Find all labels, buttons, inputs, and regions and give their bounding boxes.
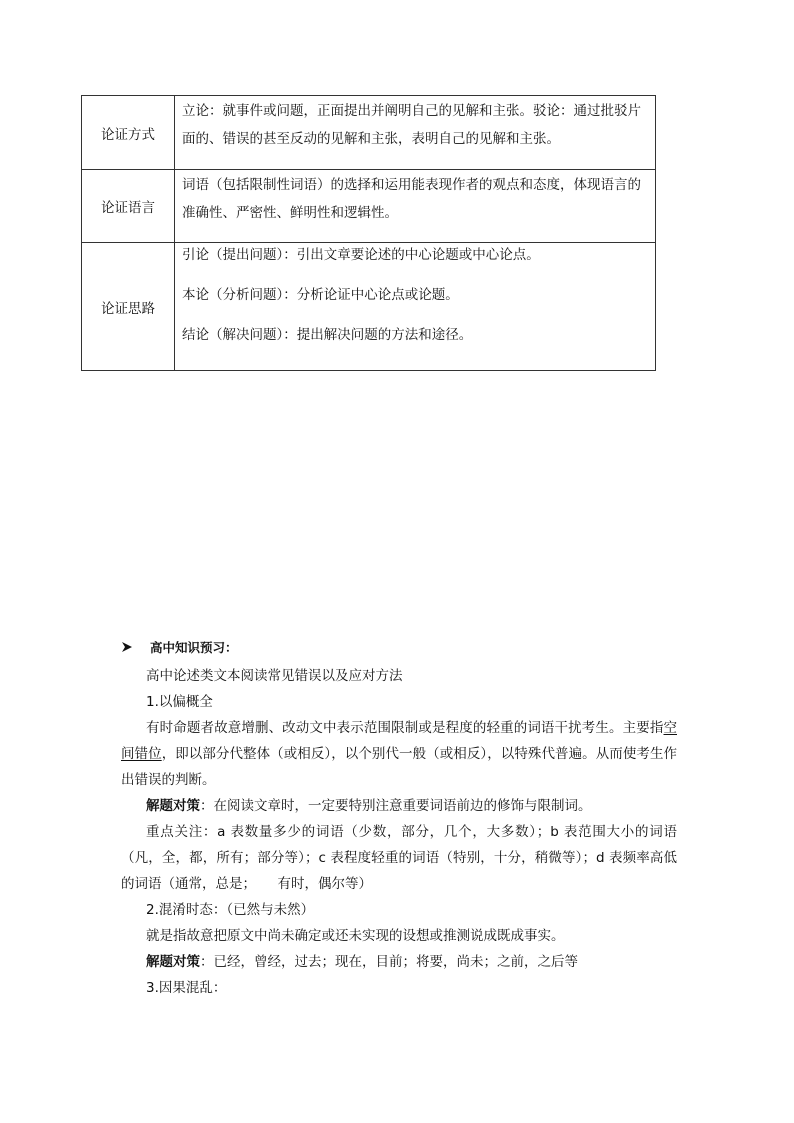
table-row — [82, 96, 656, 170]
item-title: 3.因果混乱： — [146, 980, 227, 996]
section-heading — [121, 636, 677, 658]
row-content — [175, 243, 656, 371]
row-paragraph: 本论（分析问题）：分析论证中心论点或论题。 — [182, 287, 459, 303]
row-label: 论证方式 — [82, 96, 175, 170]
item-title: 1.以偏概全 — [146, 694, 213, 710]
item2-strategy: 解题对策：已经，曾经，过去；现在，目前；将要，尚未；之前，之后等 — [146, 954, 578, 970]
preview-section — [121, 636, 677, 1001]
row-paragraph: 引论（提出问题）：引出文章要论述的中心论题或中心论点。 — [182, 247, 540, 263]
table-row — [82, 170, 656, 243]
arrow-bullet-icon — [121, 641, 133, 653]
table-row — [82, 243, 656, 371]
item1-focus: 重点关注：a 表数量多少的词语（少数，部分，几个，大多数）；b 表范围大小的词语（凡，全，都，所有；部分等）；c 表程度轻重的词语（特别，十分，稍微等）；d 表频率高低的词语（通常，总是； 有时，偶尔等） — [121, 824, 677, 892]
item-title: 2.混淆时态：（已然与未然） — [146, 902, 315, 918]
row-paragraph: 结论（解决问题）：提出解决问题的方法和途径。 — [182, 327, 473, 343]
row-label: 论证语言 — [82, 170, 175, 243]
row-content: 立论：就事件或问题，正面提出并阐明自己的见解和主张。驳论：通过批驳片面的、错误的甚至反动的见解和主张，表明自己的见解和主张。 — [175, 96, 656, 170]
row-label: 论证思路 — [82, 243, 175, 371]
item2-text: 就是指故意把原文中尚未确定或还未实现的设想或推测说成既成事实。 — [146, 928, 565, 944]
section-subtitle: 高中论述类文本阅读常见错误以及应对方法 — [146, 668, 403, 684]
heading-text: 高中知识预习： — [150, 640, 238, 655]
item1-paragraph: 有时命题者故意增删、改动文中表示范围限制或是程度的轻重的词语干扰考生。主要指空间错位，即以部分代整体（或相反），以个别代一般（或相反），以特殊代普遍。从而使考生作出错误的判断。 — [121, 720, 678, 788]
row-content: 词语（包括限制性词语）的选择和运用能表现作者的观点和态度，体现语言的准确性、严密性、鲜明性和逻辑性。 — [175, 170, 656, 243]
item1-strategy: 解题对策：在阅读文章时，一定要特别注意重要词语前边的修饰与限制词。 — [146, 798, 592, 814]
strategy-label: 解题对策 — [146, 798, 200, 814]
argument-table — [81, 95, 656, 371]
underlined-term: 空间错位 — [121, 720, 677, 762]
strategy-label: 解题对策 — [146, 954, 200, 970]
